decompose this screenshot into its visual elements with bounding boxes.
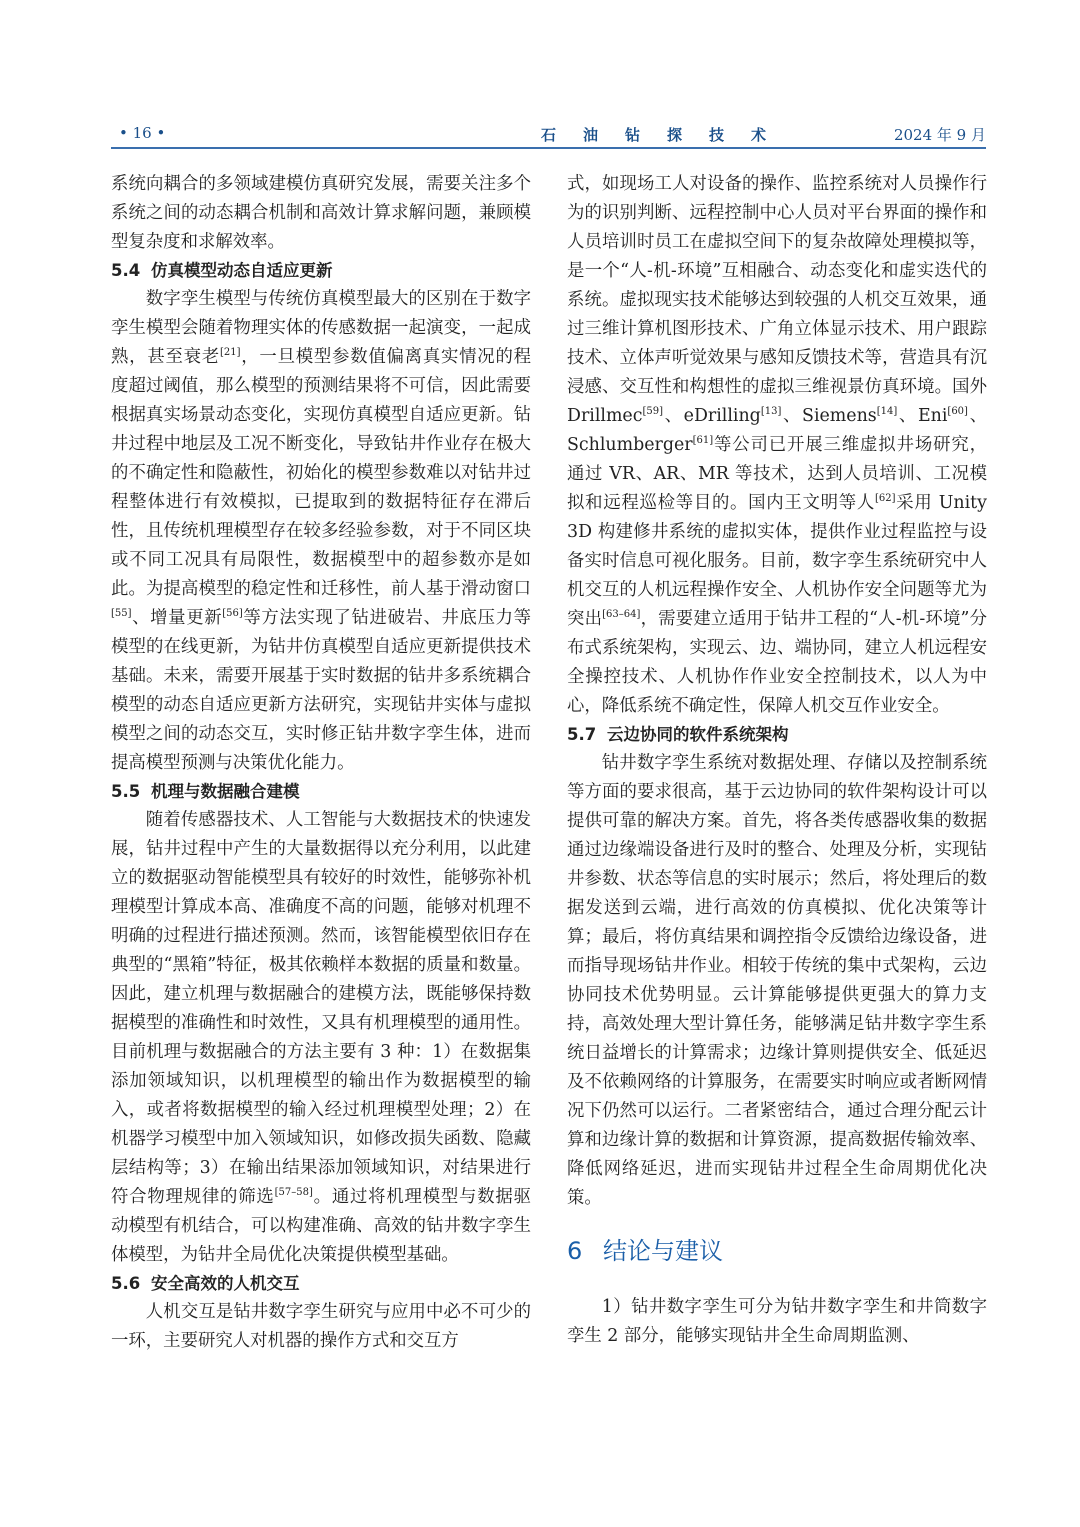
section-heading-5-4	[111, 257, 531, 285]
right-column	[567, 170, 987, 1351]
section-title: 结论与建议	[603, 1237, 723, 1265]
citation: [21]	[219, 347, 241, 359]
section-number: 5.6	[111, 1274, 141, 1293]
text-run: 、增量更新	[131, 608, 223, 628]
text-run: 、Schlumberger	[567, 406, 987, 455]
text-run: 等方法实现了钻进破岩、井底压力等模型的在线更新，为钻井仿真模型自适应更新提供技术基础。未来，需要开展基于实时数据的钻井多系统耦合模型的动态自适应更新方法研究，实现钻井实体与虚拟模型之间的动态交互，实时修正钻井数字孪生体，进而提高模型预测与决策优化能力。	[111, 608, 531, 773]
journal-title: 石油钻探技术	[541, 126, 794, 144]
section-number: 6	[567, 1237, 583, 1265]
text-run: 、Siemens	[781, 406, 877, 426]
section-title: 仿真模型动态自适应更新	[151, 261, 333, 280]
section-heading-5-5	[111, 778, 531, 806]
left-column	[111, 170, 531, 1356]
citation: [56]	[222, 608, 243, 620]
citation: [57–58]	[274, 1187, 313, 1199]
text-run: 等公司已开展三维虚拟井场研究，通过 VR、AR、MR 等技术，达到人员培训、工况模拟和远程巡检等目的。国内王文明等人	[567, 435, 987, 513]
paragraph	[111, 285, 531, 778]
header-rule	[111, 147, 986, 149]
citation: [13]	[760, 406, 782, 418]
section-number: 5.5	[111, 782, 141, 801]
paragraph: 人机交互是钻井数字孪生研究与应用中必不可少的一环，主要研究人对机器的操作方式和交互方	[111, 1302, 531, 1351]
section-number: 5.4	[111, 261, 141, 280]
text-run: 、eDrilling	[663, 406, 761, 426]
section-title: 机理与数据融合建模	[151, 782, 300, 801]
citation: [14]	[876, 406, 898, 418]
citation: [60]	[947, 406, 968, 418]
page-number: • 16 •	[119, 124, 166, 142]
section-heading-5-6	[111, 1270, 531, 1298]
section-number: 5.7	[567, 725, 597, 744]
section-title: 安全高效的人机交互	[151, 1274, 300, 1293]
citation: [59]	[642, 406, 663, 418]
text-run: 式，如现场工人对设备的操作、监控系统对人员操作行为的识别判断、远程控制中心人员对平台界面的操作和人员培训时员工在虚拟空间下的复杂故障处理模拟等，是一个“人-机-环境”互相融合、动态变化和虚实迭代的系统。虚拟现实技术能够达到较强的人机交互效果，通过三维计算机图形技术、广角立体显示技术、用户跟踪技术、立体声听觉效果与感知反馈技术等，营造具有沉浸感、交互性和构想性的虚拟三维视景仿真环境。国外 Drillmec	[567, 174, 987, 426]
text-run: 采用 Unity 3D 构建修井系统的虚拟实体，提供作业过程监控与设备实时信息可视化服务。目前，数字孪生系统研究中人机交互的人机远程操作安全、人机协作安全问题等尤为突出	[567, 493, 987, 629]
citation: [63–64]	[602, 609, 641, 621]
text-run: 随着传感器技术、人工智能与大数据技术的快速发展，钻井过程中产生的大量数据得以充分利用，以此建立的数据驱动智能模型具有较好的时效性，能够弥补机理模型计算成本高、准确度不高的问题，能够对机理不明确的过程进行描述预测。然而，该智能模型依旧存在典型的“黑箱”特征，极其依赖样本数据的质量和数量。因此，建立机理与数据融合的建模方法，既能够保持数据模型的准确性和时效性，又具有机理模型的通用性。目前机理与数据融合的方法主要有 3 种：1）在数据集添加领域知识，以机理模型的输出作为数据模型的输入，或者将数据模型的输入经过机理模型处理；2）在机器学习模型中加入领域知识，如修改损失函数、隐藏层结构等；3）在输出结果添加领域知识，对结果进行符合物理规律的筛选	[111, 810, 531, 1207]
issue-date: 2024 年 9 月	[893, 126, 986, 144]
paragraph	[567, 170, 987, 721]
section-title: 云边协同的软件系统架构	[607, 725, 789, 744]
paragraph: 钻井数字孪生系统对数据处理、存储以及控制系统等方面的要求很高，基于云边协同的软件架构设计可以提供可靠的解决方案。首先，将各类传感器收集的数据通过边缘端设备进行及时的整合、处理及分析，实现钻井参数、状态等信息的实时展示；然后，将处理后的数据发送到云端，进行高效的仿真模拟、优化决策等计算；最后，将仿真结果和调控指令反馈给边缘设备，进而指导现场钻井作业。相较于传统的集中式架构，云边协同技术优势明显。云计算能够提供更强大的算力支持，高效处理大型计算任务，能够满足钻井数字孪生系统日益增长的计算需求；边缘计算则提供安全、低延迟及不依赖网络的计算服务，在需要实时响应或者断网情况下仍然可以运行。二者紧密结合，通过合理分配云计算和边缘计算的数据和计算资源，提高数据传输效率、降低网络延迟，进而实现钻井过程全生命周期优化决策。	[567, 753, 987, 1208]
text-run: 。通过将机理模型与数据驱动模型有机结合，可以构建准确、高效的钻井数字孪生体模型，为钻井全局优化决策提供模型基础。	[111, 1187, 531, 1265]
text-run: 、Eni	[897, 406, 948, 426]
paragraph	[111, 806, 531, 1270]
text-run: ，一旦模型参数值偏离真实情况的程度超过阈值，那么模型的预测结果将不可信，因此需要根据真实场景动态变化，实现仿真模型自适应更新。钻井过程中地层及工况不断变化，导致钻井作业存在极大的不确定性和隐蔽性，初始化的模型参数难以对钻井过程整体进行有效模拟，已提取到的数据特征存在滞后性，且传统机理模型存在较多经验参数，对于不同区块或不同工况具有局限性，数据模型中的超参数亦是如此。为提高模型的稳定性和迁移性，前人基于滑动窗口	[111, 347, 531, 599]
citation: [62]	[875, 493, 896, 505]
running-header	[111, 122, 986, 146]
citation: [55]	[111, 608, 132, 620]
paragraph: 1）钻井数字孪生可分为钻井数字孪生和井筒数字孪生 2 部分，能够实现钻井全生命周期监测、	[567, 1297, 987, 1346]
text-run: 数字孪生模型与传统仿真模型最大的区别在于数字孪生模型会随着物理实体的传感数据一起演变，一起成熟，甚至衰老	[111, 289, 531, 367]
section-heading-6	[567, 1235, 987, 1267]
paragraph: 系统向耦合的多领域建模仿真研究发展，需要关注多个系统之间的动态耦合机制和高效计算求解问题，兼顾模型复杂度和求解效率。	[111, 174, 531, 252]
citation: [61]	[692, 435, 714, 447]
text-run: ，需要建立适用于钻井工程的“人-机-环境”分布式系统架构，实现云、边、端协同，建立人机远程安全操控技术、人机协作作业安全控制技术，以人为中心，降低系统不确定性，保障人机交互作业安全。	[567, 609, 987, 716]
section-heading-5-7	[567, 721, 987, 749]
